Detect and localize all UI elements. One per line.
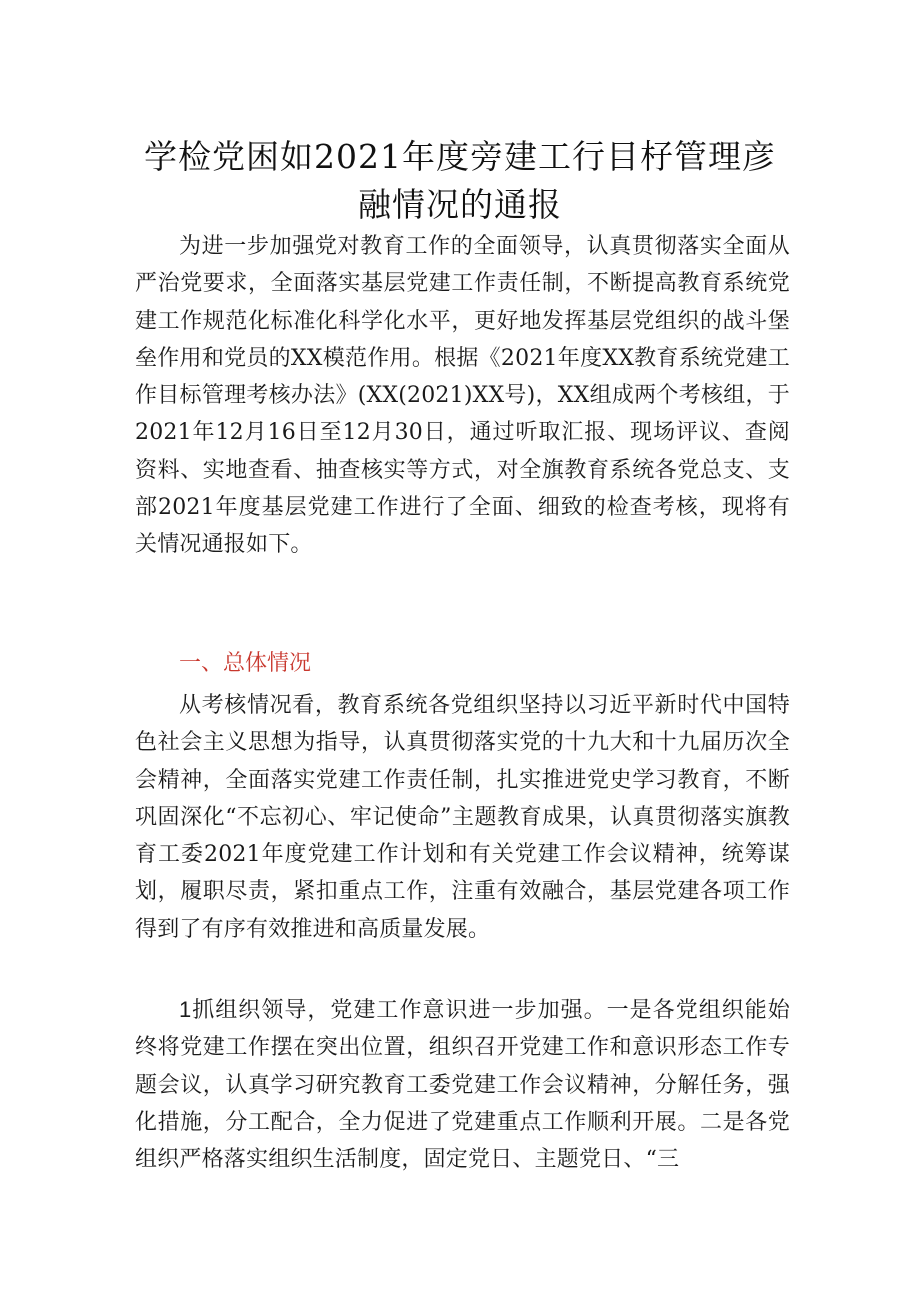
item-1-paragraph [135,991,790,1178]
intro-paragraph: 为进一步加强党对教育工作的全面领导，认真贯彻落实全面从严治党要求，全面落实基层党建工作责任制，不断提高教育系统党建工作规范化标准化科学化水平，更好地发挥基层党组织的战斗堡垒作用和党员的XX模范作用。根据《2021年度XX教育系统党建工作目标管理考核办法》(XX(2021)XX号)，XX组成两个考核组，于2021年12月16日至12月30日，通过听取汇报、现场评议、查阅资料、实地查看、抽查核实等方式，对全旗教育系统各党总支、支部2021年度基层党建工作进行了全面、细致的检查考核，现将有关情况通报如下。 [135,234,790,558]
item-1-number: 1 [179,997,192,1022]
document-title-line-1: 学检党困如2021年度旁建工行目杍管理彦 [144,137,776,176]
overview-paragraph: 从考核情况看，教育系统各党组织坚持以习近平新时代中国特色社会主义思想为指导，认真贯彻落实党的十九大和十九届历次全会精神，全面落实党建工作责任制，扎实推进党史学习教育，不断巩固深化“不忘初心、牢记使命”主题教育成果，认真贯彻落实旗教育工委2021年度党建工作计划和有关党建工作会议精神，统筹谋划，履职尽责，紧扣重点工作，注重有效融合，基层党建各项工作得到了有序有效推进和高质量发展。 [135,693,790,942]
section-heading: 一、总体情况 [179,651,312,676]
document-title-line-2: 融情况的通报 [358,185,562,224]
item-1-text: 抓组织领导，党建工作意识进一步加强。一是各党组织能始终将党建工作摆在突出位置，组织召开党建工作和意识形态工作专题会议，认真学习研究教育工委党建工作会议精神，分解任务，强化措施，分工配合，全力促进了党建重点工作顺利开展。二是各党组织严格落实组织生活制度，固定党日、主题党日、“三 [135,998,790,1173]
